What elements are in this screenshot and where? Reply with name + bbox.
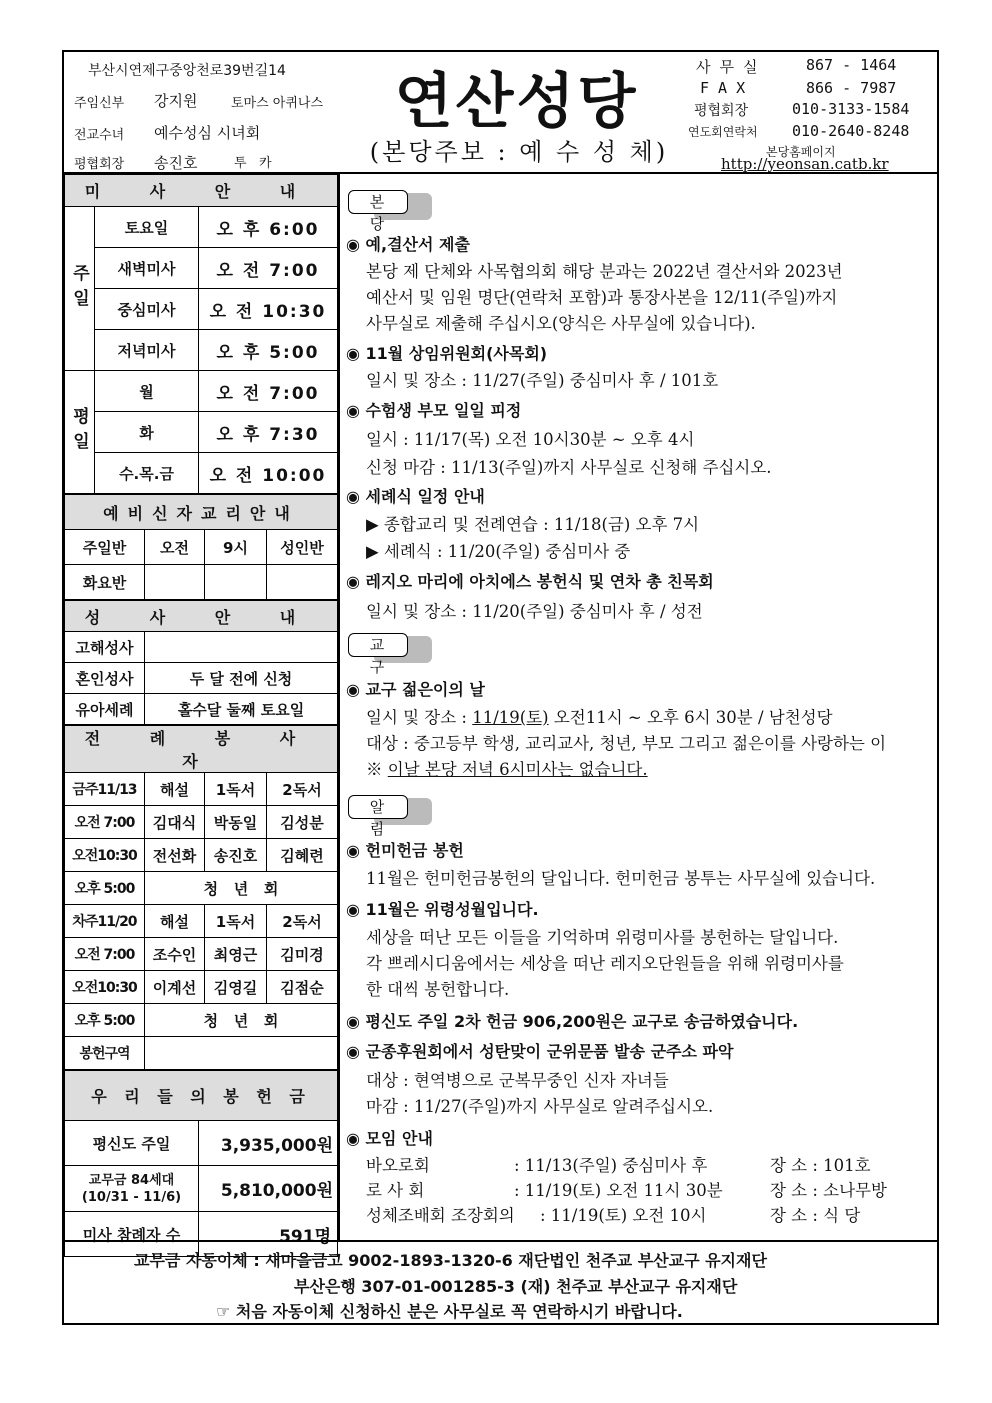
ministry-cell: 오후 5:00 bbox=[65, 1004, 145, 1037]
section-label: 교 구 bbox=[348, 633, 408, 657]
sacraments-table bbox=[64, 600, 338, 725]
meeting-when: : 11/19(토) 오전 10시 bbox=[540, 1206, 707, 1225]
news-text: 일시 및 장소 : bbox=[366, 708, 473, 727]
news-line: ▶ 세례식 : 11/20(주일) 중심미사 중 bbox=[366, 542, 631, 561]
mass-name: 수.목.금 bbox=[95, 453, 199, 494]
mass-time: 오 전 7:00 bbox=[199, 371, 338, 412]
news-heading: ◉ 레지오 마리에 아치에스 봉헌식 및 연차 총 친목회 bbox=[346, 572, 714, 591]
ministry-cell: 청 년 회 bbox=[145, 1004, 338, 1037]
catechism-cell bbox=[145, 565, 205, 600]
catechism-table bbox=[64, 494, 338, 600]
contact-label-council: 평협회장 bbox=[694, 103, 749, 119]
sacraments-title: 성 사 안 내 bbox=[65, 601, 338, 632]
notice-line: 세상을 떠난 모든 이들을 기억하며 위령미사를 봉헌하는 달입니다. bbox=[366, 928, 839, 947]
section-label: 본 당 bbox=[348, 190, 408, 214]
catechism-cell: 오전 bbox=[145, 530, 205, 565]
mass-name: 중심미사 bbox=[95, 289, 199, 330]
news-text: 오전11시 ~ 오후 6시 30분 / 남천성당 bbox=[548, 708, 833, 727]
ministry-cell: 김대식 bbox=[145, 806, 205, 839]
mass-time: 오 후 6:00 bbox=[199, 207, 338, 248]
ministry-cell: 조수인 bbox=[145, 938, 205, 971]
ministry-cell: 오전10:30 bbox=[65, 839, 145, 872]
section-tab-diocese bbox=[348, 633, 432, 676]
ministry-table bbox=[64, 725, 338, 1070]
sacrament-value: 홀수달 둘째 토요일 bbox=[145, 694, 338, 725]
bulletin-footer bbox=[64, 1240, 937, 1323]
news-date: 11/19(토) bbox=[472, 708, 549, 727]
pastor-name: 강지원 bbox=[154, 92, 198, 110]
news-line: ▶ 종합교리 및 전례연습 : 11/18(금) 오후 7시 bbox=[366, 515, 700, 534]
ministry-cell: 오전 7:00 bbox=[65, 938, 145, 971]
bulletin-subtitle: (본당주보 : 예 수 성 체) bbox=[369, 138, 669, 166]
news-line: 예산서 및 임원 명단(연락처 포함)과 통장사본을 12/11(주일)까지 bbox=[366, 288, 838, 307]
ministry-cell: 해설 bbox=[145, 773, 205, 806]
ministry-cell: 오전10:30 bbox=[65, 971, 145, 1004]
news-line: 일시 : 11/17(목) 오전 10시30분 ~ 오후 4시 bbox=[366, 430, 695, 449]
mass-time: 오 전 10:00 bbox=[199, 453, 338, 494]
ministry-cell: 금주11/13 bbox=[65, 773, 145, 806]
weekday-label: 평일 bbox=[65, 371, 95, 494]
contact-value-fax: 866 - 7987 bbox=[806, 79, 897, 97]
meeting-place: 장 소 : 소나무방 bbox=[770, 1181, 887, 1200]
mass-schedule-table bbox=[64, 174, 338, 494]
meeting-place: 장 소 : 101호 bbox=[770, 1156, 871, 1175]
mass-time: 오 후 7:30 bbox=[199, 412, 338, 453]
section-label: 알 림 bbox=[348, 795, 408, 819]
ministry-cell: 송진호 bbox=[205, 839, 267, 872]
homepage-link[interactable]: http://yeonsan.catb.kr bbox=[721, 155, 889, 173]
footer-transfer-line: 교무금 자동이체 : 새마을금고 9002-1893-1320-6 재단법인 천주교 부산교구 유지재단 bbox=[134, 1251, 767, 1270]
ministry-cell: 오전 7:00 bbox=[65, 806, 145, 839]
ministry-cell: 이계선 bbox=[145, 971, 205, 1004]
council-role: 평협회장 bbox=[74, 157, 125, 172]
ministry-cell: 1독서 bbox=[205, 905, 267, 938]
ministry-cell: 김점순 bbox=[267, 971, 338, 1004]
notice-line: 마감 : 11/27(주일)까지 사무실로 알려주십시오. bbox=[366, 1097, 714, 1116]
ministry-cell: 김성분 bbox=[267, 806, 338, 839]
catechism-cell bbox=[267, 565, 338, 600]
ministry-cell: 김혜련 bbox=[267, 839, 338, 872]
right-column bbox=[342, 174, 937, 1240]
catechism-title: 예비신자교리안내 bbox=[65, 495, 338, 530]
mass-name: 저녁미사 bbox=[95, 330, 199, 371]
footer-notice-line: ☞ 처음 자동이체 신청하신 분은 사무실로 꼭 연락하시기 바랍니다. bbox=[216, 1302, 683, 1321]
notice-line: 11월은 헌미헌금봉헌의 달입니다. 헌미헌금 봉투는 사무실에 있습니다. bbox=[366, 869, 876, 888]
news-line bbox=[366, 704, 833, 728]
meeting-name: 성체조배회 조장회의 bbox=[366, 1206, 515, 1225]
ministry-cell: 오후 5:00 bbox=[65, 872, 145, 905]
mass-time: 오 후 5:00 bbox=[199, 330, 338, 371]
news-heading: ◉ 수험생 부모 일일 피정 bbox=[346, 401, 522, 420]
ministry-cell: 박동일 bbox=[205, 806, 267, 839]
notice-heading: ◉ 모임 안내 bbox=[346, 1129, 433, 1148]
mass-name: 화 bbox=[95, 412, 199, 453]
offering-table bbox=[64, 1070, 338, 1257]
left-column bbox=[64, 174, 340, 1247]
offering-label: 교무금 84세대 (10/31 - 11/6) bbox=[65, 1166, 199, 1212]
offering-label: 미사 참례자 수 bbox=[65, 1212, 199, 1257]
footer-bank-line: 부산은행 307-01-001285-3 (재) 천주교 부산교구 유지재단 bbox=[294, 1277, 738, 1296]
ministry-cell: 최영근 bbox=[205, 938, 267, 971]
catechism-cell: 9시 bbox=[205, 530, 267, 565]
news-heading: ◉ 세례식 일정 안내 bbox=[346, 487, 485, 506]
sacrament-name: 유아세례 bbox=[65, 694, 145, 725]
meeting-when: : 11/19(토) 오전 11시 30분 bbox=[514, 1181, 723, 1200]
news-heading: ◉ 11월 상임위원회(사목회) bbox=[346, 344, 548, 363]
news-line bbox=[366, 756, 648, 780]
notice-heading: ◉ 평신도 주일 2차 헌금 906,200원은 교구로 송금하였습니다. bbox=[346, 1012, 799, 1031]
news-line: 대상 : 중고등부 학생, 교리교사, 청년, 부모 그리고 젊은이를 사랑하는 이 bbox=[366, 734, 887, 753]
ministry-title: 전 례 봉 사 자 bbox=[65, 726, 338, 773]
ministry-cell: 김미경 bbox=[267, 938, 338, 971]
ministry-cell: 봉헌구역 bbox=[65, 1037, 145, 1070]
notice-line: 대상 : 현역병으로 군복무중인 신자 자녀들 bbox=[366, 1071, 669, 1090]
contact-label-prayer: 연도회연락처 bbox=[688, 125, 758, 139]
contact-value-office: 867 - 1464 bbox=[806, 56, 897, 74]
ministry-cell: 청 년 회 bbox=[145, 872, 338, 905]
meeting-name: 로 사 회 bbox=[366, 1181, 425, 1200]
ministry-cell: 전선화 bbox=[145, 839, 205, 872]
sacrament-name: 고해성사 bbox=[65, 632, 145, 663]
offering-label: 평신도 주일 bbox=[65, 1121, 199, 1166]
notice-heading: ◉ 11월은 위령성월입니다. bbox=[346, 900, 539, 919]
news-heading: ◉ 교구 젊은이의 날 bbox=[346, 680, 485, 699]
note-mark: ※ bbox=[366, 760, 388, 779]
contact-value-prayer: 010-2640-8248 bbox=[792, 122, 910, 140]
parish-title: 연산성당 bbox=[394, 67, 639, 137]
offering-title: 우 리 들 의 봉 헌 금 bbox=[65, 1071, 338, 1121]
catechism-cell: 화요반 bbox=[65, 565, 145, 600]
parish-address: 부산시연제구중앙천로39번길14 bbox=[88, 63, 286, 79]
mass-name: 토요일 bbox=[95, 207, 199, 248]
contact-label-fax: F A X bbox=[700, 79, 746, 97]
mass-name: 월 bbox=[95, 371, 199, 412]
notice-line: 각 쁘레시디움에서는 세상을 떠난 레지오단원들을 위해 위령미사를 bbox=[366, 954, 844, 973]
notice-heading: ◉ 군종후원회에서 성탄맞이 군위문품 발송 군주소 파악 bbox=[346, 1042, 734, 1061]
notice-heading: ◉ 헌미헌금 봉헌 bbox=[346, 841, 464, 860]
news-line: 본당 제 단체와 사목협의회 해당 분과는 2022년 결산서와 2023년 bbox=[366, 262, 843, 281]
offering-value: 3,935,000원 bbox=[199, 1121, 338, 1166]
homepage-label: 본당홈페이지 bbox=[766, 145, 836, 159]
ministry-cell: 차주11/20 bbox=[65, 905, 145, 938]
mass-title: 미 사 안 내 bbox=[65, 175, 338, 207]
sacrament-value bbox=[145, 632, 338, 663]
meeting-place: 장 소 : 식 당 bbox=[770, 1206, 861, 1225]
ministry-cell: 2독서 bbox=[267, 773, 338, 806]
news-heading: ◉ 예,결산서 제출 bbox=[346, 235, 470, 254]
mass-time: 오 전 7:00 bbox=[199, 248, 338, 289]
mass-time: 오 전 10:30 bbox=[199, 289, 338, 330]
catechism-cell bbox=[205, 565, 267, 600]
contact-value-council: 010-3133-1584 bbox=[792, 100, 910, 118]
offering-value: 591명 bbox=[199, 1212, 338, 1257]
pastor-saint: 토마스 아퀴나스 bbox=[231, 96, 324, 111]
sacrament-value: 두 달 전에 신청 bbox=[145, 663, 338, 694]
bulletin-header bbox=[64, 52, 937, 174]
nun-name: 예수성심 시녀회 bbox=[154, 124, 261, 142]
nun-role: 전교수녀 bbox=[74, 128, 125, 143]
news-line: 일시 및 장소 : 11/27(주일) 중심미사 후 / 101호 bbox=[366, 371, 719, 390]
section-tab-notice bbox=[348, 795, 432, 838]
ministry-cell: 2독서 bbox=[267, 905, 338, 938]
ministry-cell: 해설 bbox=[145, 905, 205, 938]
ministry-cell: 김영길 bbox=[205, 971, 267, 1004]
catechism-cell: 성인반 bbox=[267, 530, 338, 565]
offering-value: 5,810,000원 bbox=[199, 1166, 338, 1212]
pastor-role: 주임신부 bbox=[74, 96, 125, 111]
mass-name: 새벽미사 bbox=[95, 248, 199, 289]
council-name: 송진호 bbox=[154, 154, 198, 172]
contact-label-office: 사 무 실 bbox=[696, 58, 758, 76]
section-tab-parish bbox=[348, 190, 432, 233]
meeting-when: : 11/13(주일) 중심미사 후 bbox=[514, 1156, 708, 1175]
ministry-cell: 1독서 bbox=[205, 773, 267, 806]
sacrament-name: 혼인성사 bbox=[65, 663, 145, 694]
news-line: 사무실로 제출해 주십시오(양식은 사무실에 있습니다). bbox=[366, 314, 756, 333]
council-saint: 투 카 bbox=[234, 156, 272, 171]
news-line: 신청 마감 : 11/13(주일)까지 사무실로 신청해 주십시오. bbox=[366, 458, 772, 477]
news-text: 이날 본당 저녁 6시미사는 없습니다. bbox=[387, 760, 648, 779]
sunday-label: 주일 bbox=[65, 207, 95, 371]
bulletin-frame bbox=[62, 50, 939, 1325]
meeting-name: 바오로회 bbox=[366, 1156, 430, 1175]
notice-line: 한 대씩 봉헌합니다. bbox=[366, 980, 510, 999]
catechism-cell: 주일반 bbox=[65, 530, 145, 565]
news-line: 일시 및 장소 : 11/20(주일) 중심미사 후 / 성전 bbox=[366, 602, 703, 621]
ministry-cell bbox=[145, 1037, 338, 1070]
